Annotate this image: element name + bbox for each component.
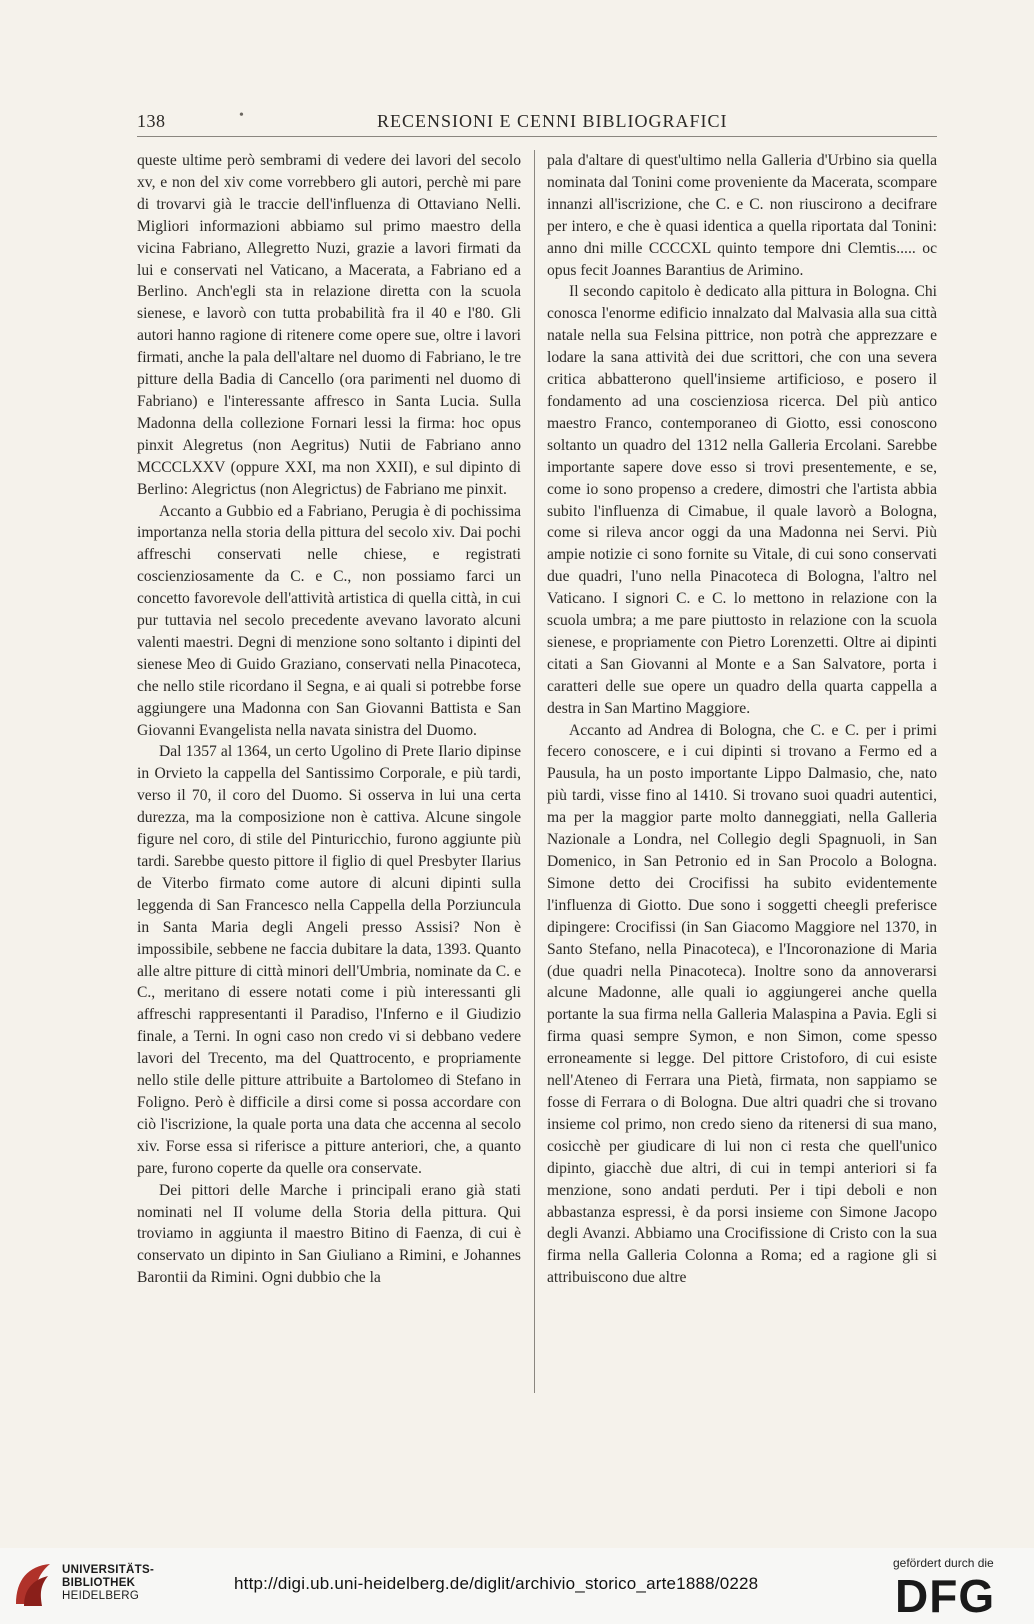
library-name	[62, 1564, 154, 1603]
page-number: 138	[137, 111, 166, 131]
page-header	[137, 108, 937, 137]
dfg-logo-icon	[893, 1572, 1023, 1616]
header-dot: •	[239, 108, 245, 123]
funded-by-label: gefördert durch die	[893, 1556, 994, 1570]
right-column	[547, 150, 937, 1289]
left-column	[137, 150, 521, 1289]
paragraph: queste ultime però sembrami di vedere dei lavori del secolo xv, e non del xiv come vorrebbero gli autori, perchè mi pare di trovarvi già le traccie dell'influenza di Ottaviano Nelli. Migliori informazioni abbiamo sul primo maestro della vicina Fabriano, Allegretto Nuzi, grazie a lavori firmati da lui e conservati nel Vaticano, a Macerata, a Fabriano ed a Berlino. Anch'egli sta in relazione diretta con la scuola sienese, e lavorò con tutta probabilità fra il 40 e l'80. Gli autori hanno ragione di ritenere come opere sue, oltre i lavori firmati, anche la pala dell'altare nel duomo di Fabriano, le tre pitture della Badia di Cancello (ora parimenti nel duomo di Fabriano) e l'interessante affresco in Santa Lucia. Sulla Madonna della collezione Fornari lessi la firma: hoc opus pinxit Alegretus (non Aegritus) Nutii de Fabriano anno MCCCLXXV (oppure XXI, ma non XXII), e sul dipinto di Berlino: Alegrictus (non Alegrictus) de Fabriano me pinxit.	[137, 152, 521, 498]
paragraph: Accanto a Gubbio ed a Fabriano, Perugia è di pochissima importanza nella storia della pittura del secolo xiv. Dai pochi affreschi conservati nelle chiese, e registrati coscienziosamente da C. e C., non possiamo farci un concetto favorevole dell'attività artistica di quella città, in cui pur tuttavia nel secolo precedente avevano lavorato alcuni valenti maestri. Degni di menzione sono soltanto i dipinti del sienese Meo di Guido Graziano, conservati nella Pinacoteca, che nello stile ricordano il Segna, e ai quali si potrebbe forse aggiungere una Madonna con San Giovanni Battista e San Giovanni Evangelista nella navata sinistra del Duomo.	[137, 502, 521, 739]
university-library-logo-icon	[10, 1560, 58, 1610]
paragraph: pala d'altare di quest'ultimo nella Galleria d'Urbino sia quella nominata dal Tonini come proveniente da Macerata, scompare innanzi all'iscrizione, che C. e C. non riuscirono a decifrare per intero, e che è quasi identica a quella riportata dal Tonini: anno dni mille CCCCXL quinto tempore dni Clemtis..... oc opus fecit Joannes Barantius de Arimino.	[547, 152, 937, 279]
footer-bar	[0, 1548, 1034, 1624]
paragraph: Il secondo capitolo è dedicato alla pittura in Bologna. Chi conosca l'enorme edificio innalzato dal Malvasia alla sua città natale nella sua Felsina pittrice, non potrà che apprezzare e lodare la sana attività dei due scrittori, che con una severa critica abbatterono quell'insieme artificioso, e posero il fondamento ad una coscienziosa ricerca. Del più antico maestro Franco, contemporaneo di Giotto, essi conoscono soltanto un quadro del 1312 nella Galleria Ercolani. Sarebbe importante sapere dove esso si trovi presentemente, e se, come io sono propenso a credere, dimostri che l'artista abbia subito l'influenza di Cimabue, il quale lavorò a Bologna, come si rileva ancor oggi da una Madonna nei Servi. Più ampie notizie ci sono fornite su Vitale, di cui sono conservati due quadri, l'uno nella Pinacoteca di Bologna, l'altro nel Vaticano. I signori C. e C. lo mettono in relazione con la scuola umbra; a me pare piuttosto in relazione con la scuola sienese, e propriamente con Pietro Lorenzetti. Oltre ai dipinti citati a San Giovanni al Monte e a San Salvatore, porta i caratteri delle sue opere un quadro della quarta cappella a destra in San Martino Maggiore.	[547, 283, 937, 717]
paragraph: Accanto ad Andrea di Bologna, che C. e C. per i primi fecero conoscere, e i cui dipinti si trovano a Fermo ed a Pausula, ha un posto importante Lippo Dalmasio, che, nato più tardi, visse fino al 1410. Si trovano suoi quadri autentici, ma per la maggior parte molto danneggiati, nella Galleria Nazionale a Londra, nel Collegio degli Spagnuoli, in San Domenico, in San Petronio ed in San Procolo a Bologna. Simone detto dei Crocifissi ha subito evidentemente l'influenza di Giotto. Due sono i soggetti cheegli preferisce dipingere: Crocifissi (in San Giacomo Maggiore nel 1370, in Santo Stefano, nella Pinacoteca), e l'Incoronazione di Maria (due quadri nella Pinacoteca). Inoltre sono da annoverarsi alcune Madonne, alle quali io aggiungerei anche quella portante la sua firma nella Galleria Malaspina a Pavia. Egli si firma quasi sempre Symon, e non Simon, come spesso erroneamente si legge. Del pittore Cristoforo, di cui esiste nell'Ateneo di Ferrara una Pietà, firmata, non sappiamo se fosse di Ferrara o di Bologna. Due altri quadri che si trovano insieme col primo, non credo sieno da ritenersi di sua mano, cosicchè per giudicare di lui non ci resta che quell'unico dipinto, giacchè due altri, di cui in tempi anteriori si fa menzione, sono andati perduti. Per i tipi deboli e non abbastanza espressi, è da porsi insieme con Simone Jacopo degli Avanzi. Abbiamo una Crocifissione di Cristo con la sua firma nella Galleria Colonna a Roma; ed a ragione gli si attribuiscono due altre	[547, 721, 937, 1287]
paragraph: Dei pittori delle Marche i principali erano già stati nominati nel II volume della Storia della pittura. Qui troviamo in aggiunta il maestro Bitino di Faenza, di cui è conservato un dipinto in San Giuliano a Rimini, e Johannes Barontii da Rimini. Ogni dubbio che la	[137, 1181, 521, 1287]
permalink-url[interactable]: http://digi.ub.uni-heidelberg.de/diglit/archivio_storico_arte1888/0228	[234, 1574, 759, 1593]
running-head: RECENSIONI E CENNI BIBLIOGRAFICI	[377, 111, 728, 131]
column-divider	[534, 150, 535, 1393]
library-name-line: BIBLIOTHEK	[62, 1577, 136, 1589]
library-name-line: HEIDELBERG	[62, 1590, 140, 1602]
svg-text:DFG: DFG	[895, 1572, 996, 1616]
library-name-line: UNIVERSITÄTS-	[62, 1564, 155, 1576]
paragraph: Dal 1357 al 1364, un certo Ugolino di Prete Ilario dipinse in Orvieto la cappella del Santissimo Corporale, e più tardi, verso il 70, il coro del Duomo. Si osserva in lui una certa durezza, ma la composizione non è cattiva. Alcune singole figure nel coro, di stile del Pinturicchio, furono aggiunte più tardi. Sarebbe questo pittore il figlio di quel Presbyter Ilarius de Viterbo firmato come autore di alcuni dipinti sulla leggenda di San Francesco nella Cappella della Porziuncula in Santa Maria degli Angeli presso Assisi? Non è impossibile, sebbene ne faccia dubitare la data, 1393. Quanto alle altre pitture di città minori dell'Umbria, nominate da C. e C., meritano di essere notati come i più interessanti gli affreschi rappresentanti il Paradiso, l'Inferno e il Giudizio finale, a Terni. In ogni caso non credo vi si debbano vedere lavori del Trecento, ma del Quattrocento, e propriamente nello stile delle pitture attribuite a Bartolomeo di Stefano in Foligno. Però è difficile a dirsi come si possa accordare con ciò l'iscrizione, la quale porta una data che accenna al secolo xiv. Forse essa si riferisce a pitture anteriori, che, a quanto pare, furono coperte da quelle ora conservate.	[137, 743, 521, 1177]
